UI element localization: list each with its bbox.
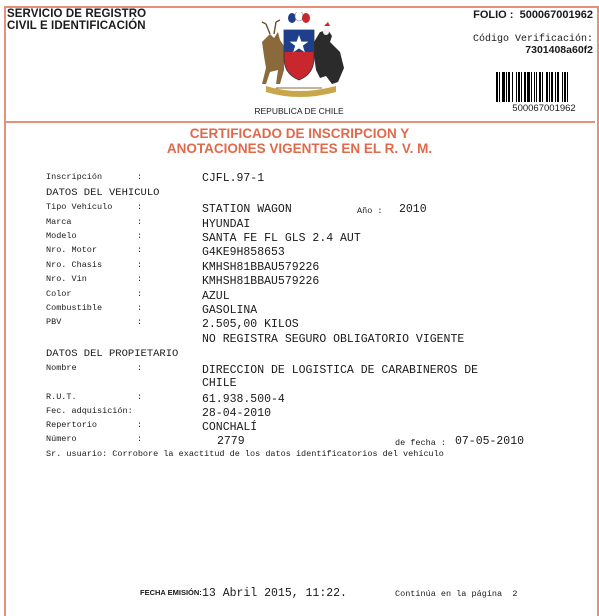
colon: : xyxy=(137,217,143,227)
colon: : xyxy=(137,260,143,270)
marca-value: HYUNDAI xyxy=(202,218,251,231)
vin-value: KMHSH81BBAU579226 xyxy=(202,275,320,288)
pbv-value: 2.505,00 KILOS xyxy=(202,318,299,331)
modelo-value: SANTA FE FL GLS 2.4 AUT xyxy=(202,232,361,245)
colon: : xyxy=(137,303,143,313)
verification-code xyxy=(473,34,593,57)
numero-label: Número xyxy=(46,434,77,444)
tipo-label: Tipo Vehículo xyxy=(46,202,113,212)
issuer-name xyxy=(7,8,146,32)
colon: : xyxy=(137,289,143,299)
vehicle-section-title: DATOS DEL VEHICULO xyxy=(46,187,160,199)
colon: : xyxy=(137,363,143,373)
de-fecha-label: de fecha : xyxy=(395,438,447,448)
nombre-label: Nombre xyxy=(46,363,77,373)
de-fecha-value: 07-05-2010 xyxy=(455,435,525,448)
repertorio-value: CONCHALÍ xyxy=(202,421,258,434)
inscripcion-label: Inscripción xyxy=(46,172,103,182)
colon: : xyxy=(137,172,143,182)
emision-value: 13 Abril 2015, 11:22. xyxy=(202,587,347,600)
barcode-icon xyxy=(496,72,592,102)
motor-label: Nro. Motor xyxy=(46,245,98,255)
usuario-note: Sr. usuario: Corrobore la exactitud de los datos identificatorios del vehículo xyxy=(46,449,444,459)
ano-value: 2010 xyxy=(399,203,427,216)
document-title xyxy=(0,126,599,156)
colon: : xyxy=(137,245,143,255)
repertorio-label: Repertorio xyxy=(46,420,98,430)
folio-value: 500067001962 xyxy=(519,9,593,21)
color-label: Color xyxy=(46,289,72,299)
nombre-value-line1: DIRECCION DE LOGISTICA DE CARABINEROS DE xyxy=(202,364,479,377)
emision-label: FECHA EMISIÓN: xyxy=(140,588,202,597)
owner-section-title: DATOS DEL PROPIETARIO xyxy=(46,348,179,360)
fecha-adquisicion-label: Fec. adquisición: xyxy=(46,406,133,416)
vin-label: Nro. Vin xyxy=(46,274,87,284)
combustible-label: Combustible xyxy=(46,303,103,313)
chasis-label: Nro. Chasis xyxy=(46,260,103,270)
rut-value: 61.938.500-4 xyxy=(202,393,285,406)
seguro-note: NO REGISTRA SEGURO OBLIGATORIO VIGENTE xyxy=(202,333,465,346)
chasis-value: KMHSH81BBAU579226 xyxy=(202,261,320,274)
colon: : xyxy=(137,202,143,212)
ano-label: Año : xyxy=(357,206,383,216)
colon: : xyxy=(137,274,143,284)
modelo-label: Modelo xyxy=(46,231,77,241)
colon: : xyxy=(137,231,143,241)
header-divider xyxy=(4,121,595,123)
combustible-value: GASOLINA xyxy=(202,304,258,317)
verification-code-label: Código Verificación: xyxy=(472,34,593,45)
rut-label: R.U.T. xyxy=(46,392,77,402)
folio xyxy=(473,9,593,21)
title-line2: ANOTACIONES VIGENTES EN EL R. V. M. xyxy=(166,141,433,156)
nombre-value-line2: CHILE xyxy=(202,377,237,390)
colon: : xyxy=(137,317,143,327)
folio-label: FOLIO : xyxy=(473,9,514,21)
barcode-number: 500067001962 xyxy=(512,103,576,114)
color-value: AZUL xyxy=(202,290,230,303)
colon: : xyxy=(137,434,143,444)
title-line1: CERTIFICADO DE INSCRIPCION Y xyxy=(189,126,410,141)
crest-caption: REPUBLICA DE CHILE xyxy=(254,106,344,116)
colon: : xyxy=(137,420,143,430)
issuer-line1: SERVICIO DE REGISTRO xyxy=(7,8,147,20)
inscripcion-value: CJFL.97-1 xyxy=(202,172,265,185)
issuer-line2: CIVIL E IDENTIFICACIÓN xyxy=(7,20,146,32)
marca-label: Marca xyxy=(46,217,72,227)
pbv-label: PBV xyxy=(46,317,62,327)
fecha-adquisicion-value: 28-04-2010 xyxy=(202,407,272,420)
tipo-value: STATION WAGON xyxy=(202,203,292,216)
chile-coat-of-arms-icon xyxy=(240,12,358,98)
motor-value: G4KE9H858653 xyxy=(202,246,285,259)
continua-text: Continúa en la página 2 xyxy=(395,589,518,599)
numero-value: 2779 xyxy=(217,435,245,448)
colon: : xyxy=(137,392,143,402)
verification-code-value: 7301408a60f2 xyxy=(525,44,593,56)
